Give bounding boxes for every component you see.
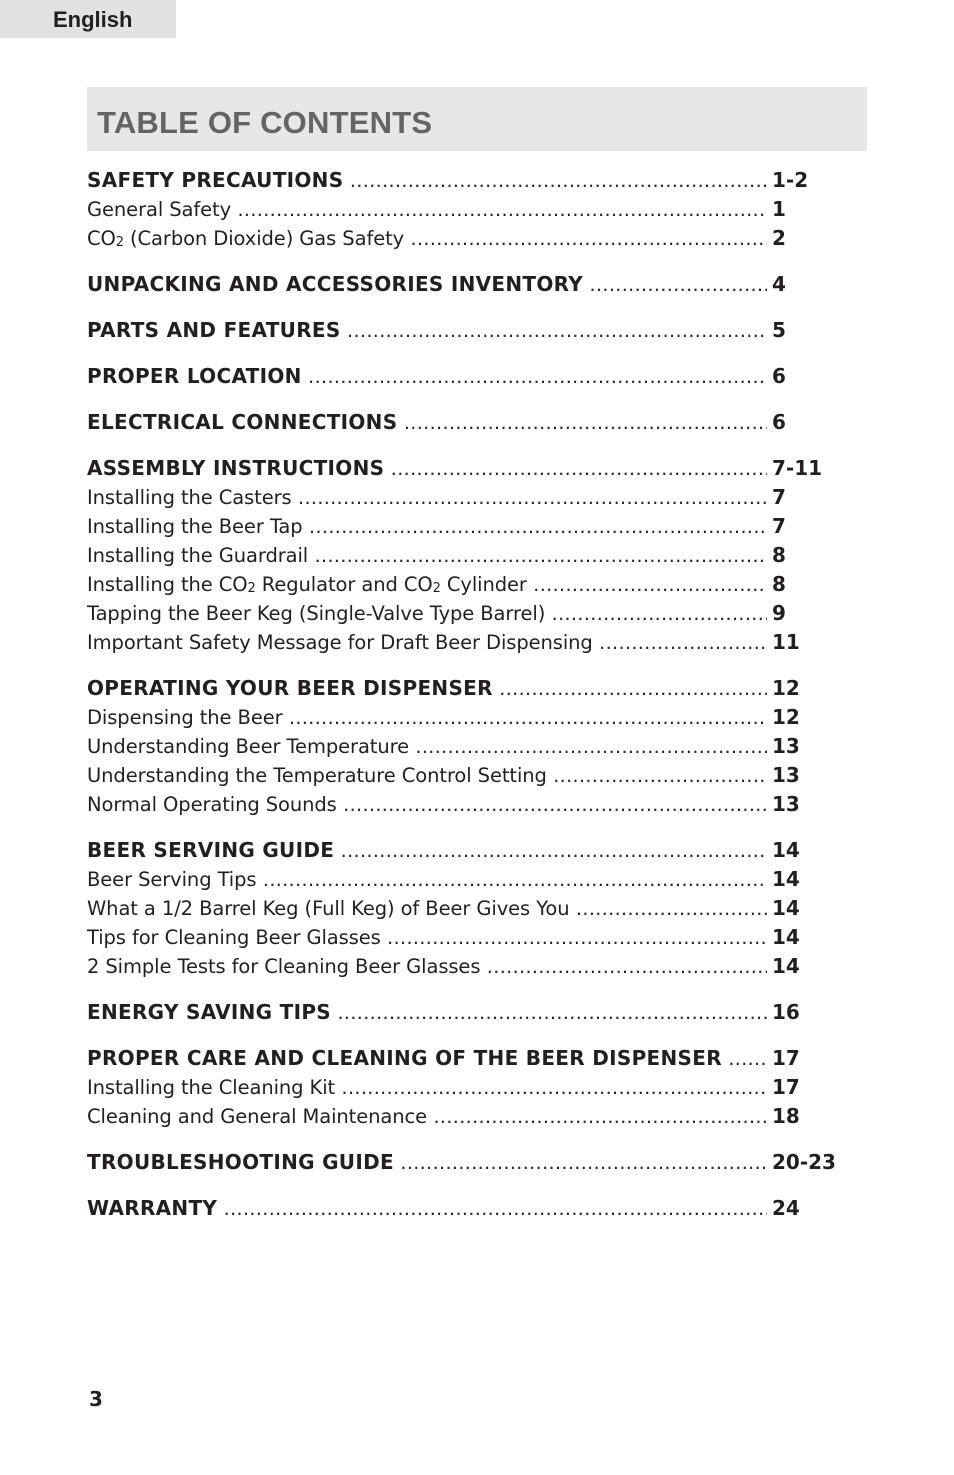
page-title: TABLE OF CONTENTS (97, 105, 433, 140)
toc-subsection-entry (87, 761, 842, 790)
toc-subsection-entry (87, 224, 842, 253)
toc-entry-page: 13 (772, 792, 800, 816)
toc-entry-page: 5 (772, 318, 786, 342)
toc-entry-title: PARTS AND FEATURES (87, 318, 341, 342)
toc-entry-title: Cleaning and General Maintenance (87, 1105, 428, 1128)
toc-entry-title: $CO_2$ (Carbon Dioxide) Gas Safety (87, 227, 405, 250)
toc-entry-page: 8 (772, 572, 786, 596)
toc-entry-page: 17 (772, 1046, 800, 1070)
toc-entry-title: Normal Operating Sounds (87, 793, 337, 816)
toc-entry-page: 16 (772, 1000, 800, 1024)
toc-entry-page: 14 (772, 954, 800, 978)
toc-entry-title: SAFETY PRECAUTIONS (87, 168, 344, 192)
toc-entry-title: Installing the Beer Tap (87, 515, 303, 538)
toc-entry-page: 14 (772, 867, 800, 891)
toc-section-entry (87, 1044, 842, 1073)
toc-entry-page: 1 (772, 197, 786, 221)
language-tab: English (0, 0, 176, 38)
toc-section-entry (87, 166, 842, 195)
toc-entry-title: Installing the Cleaning Kit (87, 1076, 336, 1099)
toc-entry-title: Beer Serving Tips (87, 868, 257, 891)
toc-entry-page: 7 (772, 514, 786, 538)
toc-entry-leader (87, 703, 767, 733)
toc-entry-leader (87, 454, 767, 484)
toc-subsection-entry (87, 923, 842, 952)
toc-entry-leader (87, 195, 767, 225)
toc-section-entry (87, 1148, 842, 1177)
toc-entry-page: 2 (772, 226, 786, 250)
toc-section-entry (87, 1194, 842, 1223)
toc-entry-leader (87, 541, 767, 571)
toc-subsection-entry (87, 483, 842, 512)
toc-entry-leader (87, 761, 767, 791)
toc-entry-page: 4 (772, 272, 786, 296)
page-number: 3 (89, 1387, 103, 1411)
toc-subsection-entry (87, 628, 842, 657)
toc-entry-title: UNPACKING AND ACCESSORIES INVENTORY (87, 272, 584, 296)
toc-entry-leader (87, 1044, 767, 1074)
toc-entry-leader (87, 836, 767, 866)
toc-entry-title: Installing the $CO_2$ Regulator and $CO_2$ Cylinder (87, 573, 527, 596)
toc-entry-page: 7-11 (772, 456, 823, 480)
toc-entry-title: WARRANTY (87, 1196, 218, 1220)
toc-entry-leader (87, 628, 767, 658)
toc-entry-title: OPERATING YOUR BEER DISPENSER (87, 676, 493, 700)
toc-entry-page: 12 (772, 705, 800, 729)
toc-section-entry (87, 998, 842, 1027)
toc-entry-title: What a 1/2 Barrel Keg (Full Keg) of Beer Gives You (87, 897, 570, 920)
toc-subsection-entry (87, 1073, 842, 1102)
toc-entry-leader (87, 483, 767, 513)
toc-entry-page: 7 (772, 485, 786, 509)
toc-entry-leader (87, 998, 767, 1028)
toc-entry-leader (87, 894, 767, 924)
toc-entry-page: 24 (772, 1196, 800, 1220)
toc-entry-leader (87, 166, 767, 196)
toc-entry-leader (87, 270, 767, 300)
toc-entry-leader (87, 362, 767, 392)
toc-subsection-entry (87, 541, 842, 570)
toc-entry-page: 8 (772, 543, 786, 567)
toc-section-entry (87, 362, 842, 391)
toc-entry-title: Understanding Beer Temperature (87, 735, 409, 758)
toc-subsection-entry (87, 732, 842, 761)
toc-entry-leader (87, 790, 767, 820)
toc-entry-title: ASSEMBLY INSTRUCTIONS (87, 456, 385, 480)
toc-entry-title: Dispensing the Beer (87, 706, 283, 729)
toc-entry-page: 11 (772, 630, 800, 654)
toc-entry-page: 14 (772, 896, 800, 920)
toc-entry-leader (87, 570, 767, 600)
toc-entry-title: ELECTRICAL CONNECTIONS (87, 410, 398, 434)
toc-section-entry (87, 836, 842, 865)
toc-subsection-entry (87, 894, 842, 923)
toc-entry-leader (87, 1194, 767, 1224)
toc-subsection-entry (87, 952, 842, 981)
toc-subsection-entry (87, 512, 842, 541)
toc-entry-title: BEER SERVING GUIDE (87, 838, 335, 862)
toc-entry-title: Tips for Cleaning Beer Glasses (87, 926, 381, 949)
toc-entry-leader (87, 674, 767, 704)
toc-entry-page: 13 (772, 763, 800, 787)
toc-subsection-entry (87, 865, 842, 894)
toc-section-entry (87, 316, 842, 345)
toc-entry-page: 9 (772, 601, 786, 625)
table-of-contents (87, 166, 842, 1223)
toc-entry-leader (87, 1073, 767, 1103)
toc-entry-page: 1-2 (772, 168, 809, 192)
toc-entry-page: 12 (772, 676, 800, 700)
toc-subsection-entry (87, 1102, 842, 1131)
toc-entry-title: Tapping the Beer Keg (Single-Valve Type Barrel) (87, 602, 546, 625)
toc-entry-title: Important Safety Message for Draft Beer Dispensing (87, 631, 593, 654)
toc-section-entry (87, 408, 842, 437)
toc-entry-title: Understanding the Temperature Control Setting (87, 764, 547, 787)
toc-entry-leader (87, 1102, 767, 1132)
toc-entry-leader (87, 224, 767, 254)
toc-entry-title: General Safety (87, 198, 232, 221)
toc-entry-leader (87, 316, 767, 346)
toc-entry-title: Installing the Casters (87, 486, 292, 509)
toc-entry-page: 14 (772, 838, 800, 862)
toc-entry-leader (87, 408, 767, 438)
toc-subsection-entry (87, 599, 842, 628)
toc-entry-leader (87, 732, 767, 762)
toc-entry-title: TROUBLESHOOTING GUIDE (87, 1150, 394, 1174)
toc-section-entry (87, 674, 842, 703)
toc-entry-page: 6 (772, 364, 786, 388)
toc-entry-page: 6 (772, 410, 786, 434)
toc-entry-leader (87, 952, 767, 982)
toc-entry-leader (87, 923, 767, 953)
toc-entry-page: 20-23 (772, 1150, 836, 1174)
toc-subsection-entry (87, 703, 842, 732)
toc-subsection-entry (87, 790, 842, 819)
toc-entry-leader (87, 599, 767, 629)
toc-entry-page: 18 (772, 1104, 800, 1128)
toc-entry-leader (87, 1148, 767, 1178)
toc-entry-leader (87, 865, 767, 895)
toc-section-entry (87, 454, 842, 483)
toc-subsection-entry (87, 195, 842, 224)
toc-entry-title: 2 Simple Tests for Cleaning Beer Glasses (87, 955, 481, 978)
toc-header-bar (87, 87, 867, 151)
toc-entry-page: 13 (772, 734, 800, 758)
toc-subsection-entry (87, 570, 842, 599)
toc-section-entry (87, 270, 842, 299)
toc-entry-page: 17 (772, 1075, 800, 1099)
toc-entry-title: ENERGY SAVING TIPS (87, 1000, 331, 1024)
toc-entry-title: PROPER LOCATION (87, 364, 302, 388)
toc-entry-title: Installing the Guardrail (87, 544, 309, 567)
toc-entry-leader (87, 512, 767, 542)
toc-entry-title: PROPER CARE AND CLEANING OF THE BEER DISPENSER (87, 1046, 722, 1070)
toc-entry-page: 14 (772, 925, 800, 949)
